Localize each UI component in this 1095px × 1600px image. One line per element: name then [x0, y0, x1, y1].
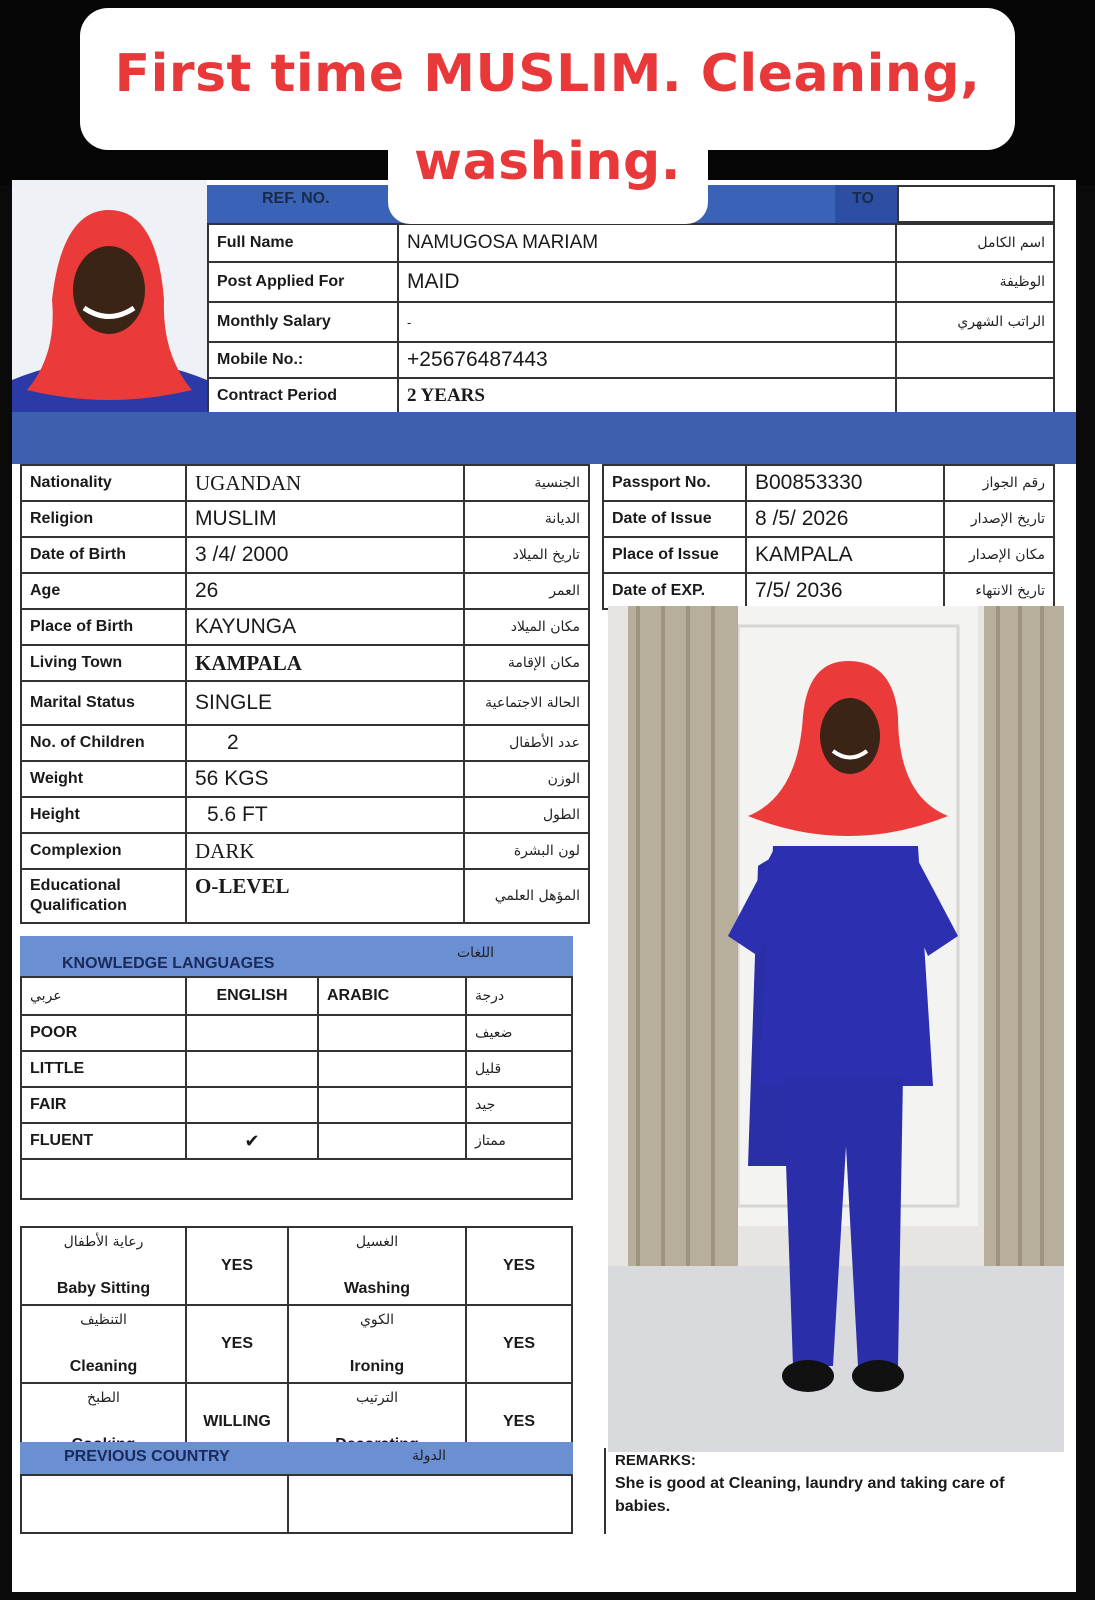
skill-left-label: Cleaning — [69, 1358, 138, 1375]
previous-country-table — [20, 1474, 573, 1534]
fluent-english-check: ✔ — [186, 1123, 318, 1159]
personal-value: DARK — [186, 833, 464, 869]
full-name-label: Full Name — [208, 224, 398, 262]
personal-ar: الديانة — [464, 501, 589, 537]
lang-empty-row — [21, 1159, 572, 1199]
skill-right-cell — [288, 1227, 466, 1305]
personal-ar: لون البشرة — [464, 833, 589, 869]
lang-col-arabic: ARABIC — [318, 977, 466, 1015]
personal-value: 2 — [186, 725, 464, 761]
lang-english — [186, 1015, 318, 1051]
lang-level: FLUENT — [21, 1123, 186, 1159]
caption-line-2: washing. — [414, 132, 681, 192]
lang-arabic — [318, 1051, 466, 1087]
skill-right-cell — [288, 1305, 466, 1383]
skill-right-label: Washing — [343, 1280, 411, 1297]
languages-table — [20, 976, 573, 1200]
contract-ar — [896, 378, 1054, 414]
passport-value: B00853330 — [746, 465, 944, 501]
remarks-text: She is good at Cleaning, laundry and taking care of babies. — [615, 1475, 1005, 1515]
section-band — [12, 412, 1076, 464]
to-label: TO — [852, 190, 874, 207]
post-value: MAID — [398, 262, 896, 302]
personal-label: Age — [21, 573, 186, 609]
personal-label: Nationality — [21, 465, 186, 501]
skill-left-cell — [21, 1227, 186, 1305]
personal-label: Living Town — [21, 645, 186, 681]
lang-col-english: ENGLISH — [186, 977, 318, 1015]
personal-ar: الوزن — [464, 761, 589, 797]
skill-right-value: YES — [466, 1305, 572, 1383]
lang-ar: ضعيف — [466, 1015, 572, 1051]
full-body-photo — [608, 606, 1064, 1452]
lang-level: POOR — [21, 1015, 186, 1051]
personal-ar: العمر — [464, 573, 589, 609]
passport-ar: رقم الجواز — [944, 465, 1054, 501]
passport-table — [602, 464, 1055, 610]
header-table — [207, 223, 1055, 415]
personal-label: Educational Qualification — [21, 869, 186, 923]
passport-value: 7/5/ 2036 — [746, 573, 944, 609]
lang-english — [186, 1051, 318, 1087]
salary-label: Monthly Salary — [208, 302, 398, 342]
passport-value: KAMPALA — [746, 537, 944, 573]
personal-label: No. of Children — [21, 725, 186, 761]
passport-ar: تاريخ الإصدار — [944, 501, 1054, 537]
skill-right-ar: الكوي — [359, 1312, 395, 1328]
skill-left-value: WILLING — [186, 1383, 288, 1461]
skill-right-label: Ironing — [349, 1358, 405, 1375]
lang-level: FAIR — [21, 1087, 186, 1123]
skill-left-ar: التنظيف — [80, 1312, 127, 1328]
lang-arabic — [318, 1123, 466, 1159]
personal-label: Height — [21, 797, 186, 833]
personal-value: SINGLE — [186, 681, 464, 725]
previous-country-cell — [21, 1475, 288, 1533]
skill-right-value: YES — [466, 1383, 572, 1461]
skill-left-ar: الطبخ — [87, 1390, 120, 1406]
skill-left-label: Baby Sitting — [56, 1280, 151, 1297]
personal-label: Marital Status — [21, 681, 186, 725]
personal-ar: عدد الأطفال — [464, 725, 589, 761]
personal-value: O-LEVEL — [186, 869, 464, 923]
lang-col-ar2: درجة — [466, 977, 572, 1015]
caption-line-1: First time MUSLIM. Cleaning, — [114, 44, 981, 104]
personal-value: 5.6 FT — [186, 797, 464, 833]
lang-arabic — [318, 1087, 466, 1123]
remarks-label: REMARKS: — [615, 1452, 696, 1469]
passport-value: 8 /5/ 2026 — [746, 501, 944, 537]
personal-value: 26 — [186, 573, 464, 609]
personal-ar: مكان الإقامة — [464, 645, 589, 681]
post-ar: الوظيفة — [896, 262, 1054, 302]
lang-ar: جيد — [466, 1087, 572, 1123]
lang-col-ar: عربي — [21, 977, 186, 1015]
mobile-ar — [896, 342, 1054, 378]
full-name-ar: اسم الكامل — [896, 224, 1054, 262]
salary-value: - — [398, 302, 896, 342]
personal-value: KAMPALA — [186, 645, 464, 681]
personal-label: Weight — [21, 761, 186, 797]
personal-value: MUSLIM — [186, 501, 464, 537]
personal-ar: الجنسية — [464, 465, 589, 501]
personal-label: Complexion — [21, 833, 186, 869]
contract-label: Contract Period — [208, 378, 398, 414]
passport-label: Place of Issue — [603, 537, 746, 573]
personal-value: UGANDAN — [186, 465, 464, 501]
mobile-value: +25676487443 — [398, 342, 896, 378]
passport-label: Date of EXP. — [603, 573, 746, 609]
post-label: Post Applied For — [208, 262, 398, 302]
full-name-value: NAMUGOSA MARIAM — [398, 224, 896, 262]
salary-ar: الراتب الشهري — [896, 302, 1054, 342]
skills-table — [20, 1226, 573, 1462]
passport-ar: مكان الإصدار — [944, 537, 1054, 573]
personal-label: Religion — [21, 501, 186, 537]
passport-label: Passport No. — [603, 465, 746, 501]
skill-left-ar: رعاية الأطفال — [63, 1234, 144, 1250]
lang-ar: قليل — [466, 1051, 572, 1087]
personal-label: Date of Birth — [21, 537, 186, 573]
passport-label: Date of Issue — [603, 501, 746, 537]
personal-ar: الحالة الاجتماعية — [464, 681, 589, 725]
skill-right-value: YES — [466, 1227, 572, 1305]
mobile-label: Mobile No.: — [208, 342, 398, 378]
skill-right-ar: الترتيب — [356, 1390, 398, 1406]
personal-value: KAYUNGA — [186, 609, 464, 645]
languages-title-ar: اللغات — [457, 945, 494, 961]
personal-table — [20, 464, 590, 924]
contract-value: 2 YEARS — [398, 378, 896, 414]
personal-value: 3 /4/ 2000 — [186, 537, 464, 573]
passport-ar: تاريخ الانتهاء — [944, 573, 1054, 609]
skill-left-value: YES — [186, 1305, 288, 1383]
personal-value: 56 KGS — [186, 761, 464, 797]
skill-left-cell — [21, 1305, 186, 1383]
previous-country-label: PREVIOUS COUNTRY — [64, 1448, 230, 1465]
lang-ar: ممتاز — [466, 1123, 572, 1159]
portrait-photo — [12, 180, 207, 432]
personal-ar: الطول — [464, 797, 589, 833]
personal-ar: المؤهل العلمي — [464, 869, 589, 923]
caption-text — [80, 30, 1015, 206]
personal-ar: مكان الميلاد — [464, 609, 589, 645]
lang-level: LITTLE — [21, 1051, 186, 1087]
languages-title: KNOWLEDGE LANGUAGES — [62, 955, 275, 972]
previous-country-ar: الدولة — [412, 1448, 447, 1464]
personal-ar: تاريخ الميلاد — [464, 537, 589, 573]
previous-country-cell — [288, 1475, 572, 1533]
personal-label: Place of Birth — [21, 609, 186, 645]
biodata-sheet — [12, 180, 1076, 1592]
lang-arabic — [318, 1015, 466, 1051]
lang-english — [186, 1087, 318, 1123]
ref-no-label: REF. NO. — [262, 190, 330, 207]
skill-left-value: YES — [186, 1227, 288, 1305]
skill-right-ar: الغسيل — [355, 1234, 399, 1250]
